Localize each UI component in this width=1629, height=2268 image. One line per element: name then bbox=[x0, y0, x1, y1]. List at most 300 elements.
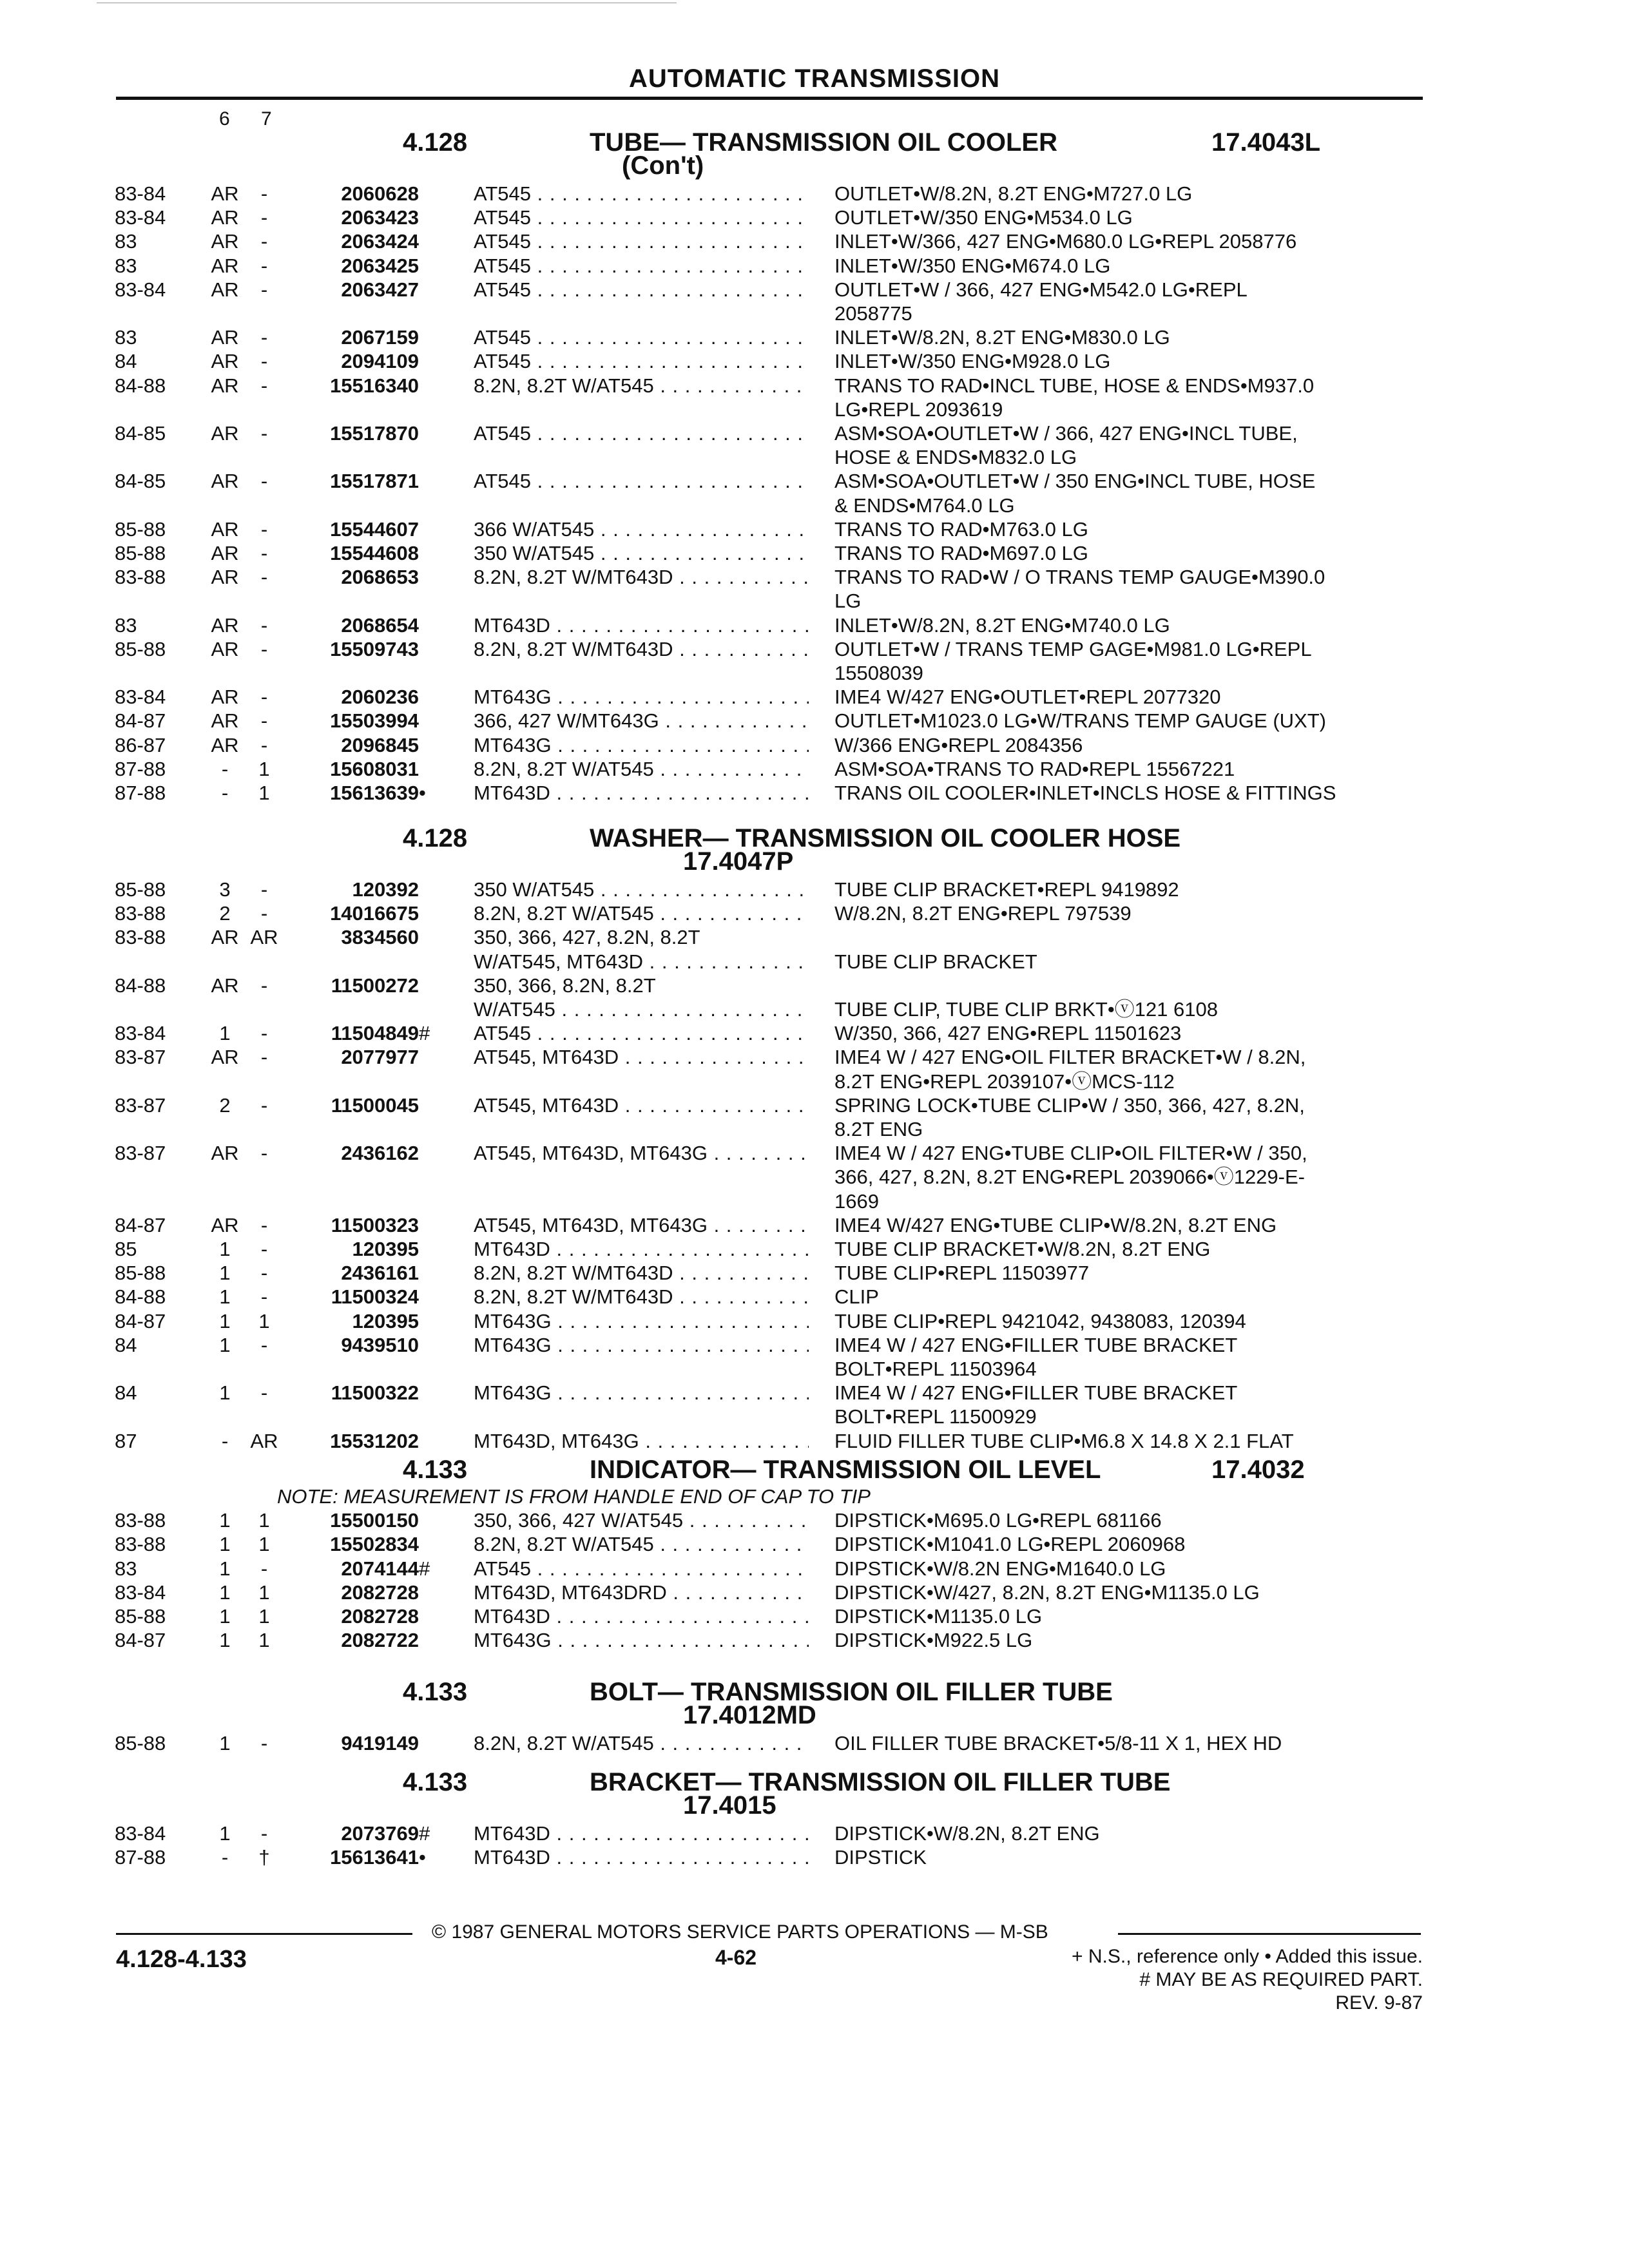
section-subtitle: 17.4015 bbox=[683, 1791, 776, 1820]
qty-col-6: AR bbox=[211, 1213, 239, 1236]
description: DIPSTICK•M1041.0 LG•REPL 2060968 bbox=[834, 1533, 1186, 1556]
model-years: 83-84 bbox=[115, 1822, 166, 1845]
model-years: 85-88 bbox=[115, 517, 166, 541]
part-number: 2082722 bbox=[341, 1629, 419, 1652]
model-years: 83-88 bbox=[115, 566, 166, 589]
qty-col-7: 1 bbox=[258, 1533, 270, 1556]
description: INLET•W/8.2N, 8.2T ENG•M830.0 LG bbox=[834, 326, 1170, 349]
part-number: 9419149 bbox=[341, 1732, 419, 1754]
qty-col-6: AR bbox=[211, 637, 239, 660]
section-note: NOTE: MEASUREMENT IS FROM HANDLE END OF CAP TO TIP bbox=[277, 1485, 871, 1508]
model-years: 83 bbox=[115, 254, 137, 277]
qty-col-7: AR bbox=[250, 1429, 278, 1452]
qty-col-7: - bbox=[260, 278, 268, 301]
qty-col-6: AR bbox=[211, 517, 239, 541]
description: BOLT•REPL 11503964 bbox=[834, 1357, 1037, 1380]
description: TRANS TO RAD•W / O TRANS TEMP GAUGE•M390.0 bbox=[834, 566, 1325, 589]
qty-col-7: - bbox=[260, 542, 268, 564]
qty-col-6: 1 bbox=[219, 1022, 231, 1045]
qty-col-7: - bbox=[260, 326, 268, 349]
application: MT643D . . . bbox=[474, 1823, 809, 1845]
application: 350, 366, 427, 8.2N, 8.2T bbox=[474, 927, 700, 949]
description: TUBE CLIP•REPL 11503977 bbox=[834, 1262, 1090, 1285]
application: MT643G . . . bbox=[474, 735, 809, 756]
qty-col-6: AR bbox=[211, 1142, 239, 1165]
part-number: 15544608 bbox=[330, 542, 419, 564]
part-number: 11500272 bbox=[331, 974, 419, 997]
part-number: 15613639 bbox=[330, 782, 419, 804]
qty-col-7: - bbox=[260, 422, 268, 445]
application: 8.2N, 8.2T W/MT643D . . . bbox=[474, 1286, 809, 1308]
description: INLET•W/366, 427 ENG•M680.0 LG•REPL 2058776 bbox=[834, 230, 1297, 253]
part-number: 14016675 bbox=[330, 902, 419, 925]
description: DIPSTICK•W/427, 8.2N, 8.2T ENG•M1135.0 LG bbox=[834, 1581, 1260, 1604]
description: DIPSTICK•W/8.2N ENG•M1640.0 LG bbox=[834, 1557, 1166, 1580]
model-years: 83-84 bbox=[115, 1581, 166, 1604]
qty-col-7: - bbox=[260, 350, 268, 373]
section-name: WASHER— TRANSMISSION OIL COOLER HOSE bbox=[590, 824, 1181, 852]
description: 2058775 bbox=[834, 302, 912, 325]
description: LG•REPL 2093619 bbox=[834, 398, 1003, 421]
footer-copyright: © 1987 GENERAL MOTORS SERVICE PARTS OPERATIONS — M-SB bbox=[432, 1921, 1048, 1943]
qty-col-7: 1 bbox=[258, 1581, 270, 1604]
description: DIPSTICK•W/8.2N, 8.2T ENG bbox=[834, 1822, 1100, 1845]
qty-col-7: - bbox=[260, 974, 268, 997]
qty-col-7: 1 bbox=[258, 1309, 270, 1332]
qty-col-7: - bbox=[260, 1822, 268, 1845]
model-years: 87 bbox=[115, 1429, 137, 1452]
model-years: 83-88 bbox=[115, 902, 166, 925]
qty-col-6: AR bbox=[211, 230, 239, 253]
part-number: 15613641 bbox=[330, 1846, 419, 1869]
model-years: 85-88 bbox=[115, 1605, 166, 1628]
model-years: 83-84 bbox=[115, 686, 166, 709]
part-mark: # bbox=[419, 1822, 430, 1845]
application: MT643G . . . bbox=[474, 1334, 809, 1356]
part-number: 2067159 bbox=[341, 326, 419, 349]
description: DIPSTICK bbox=[834, 1846, 927, 1869]
qty-col-7: - bbox=[260, 517, 268, 541]
application: MT643G . . . bbox=[474, 1311, 809, 1332]
description: 8.2T ENG bbox=[834, 1117, 923, 1140]
part-number: 15544607 bbox=[330, 517, 419, 541]
section-name: BRACKET— TRANSMISSION OIL FILLER TUBE bbox=[590, 1768, 1171, 1796]
application: AT545, MT643D . . . bbox=[474, 1095, 809, 1117]
qty-col-6: 1 bbox=[219, 1629, 231, 1652]
model-years: 84-87 bbox=[115, 1213, 166, 1236]
qty-col-7: - bbox=[260, 1285, 268, 1309]
application: MT643D . . . bbox=[474, 782, 809, 804]
description: OUTLET•M1023.0 LG•W/TRANS TEMP GAUGE (UXT) bbox=[834, 709, 1326, 733]
description: IME4 W / 427 ENG•TUBE CLIP•OIL FILTER•W / 350, bbox=[834, 1142, 1307, 1165]
description: OUTLET•W/350 ENG•M534.0 LG bbox=[834, 206, 1133, 229]
description: OUTLET•W / TRANS TEMP GAGE•M981.0 LG•REPL bbox=[834, 637, 1312, 660]
footer-page-number: 4-62 bbox=[715, 1946, 757, 1969]
part-number: 11500322 bbox=[331, 1381, 419, 1405]
qty-col-6: - bbox=[221, 757, 229, 780]
application: AT545 . . . bbox=[474, 470, 809, 492]
model-years: 83-88 bbox=[115, 1509, 166, 1532]
footer-legend-ns: + N.S., reference only • Added this issue. bbox=[1072, 1946, 1423, 1967]
qty-col-7: - bbox=[260, 566, 268, 589]
application: MT643D, MT643G . . . bbox=[474, 1430, 809, 1452]
section-subtitle: 17.4047P bbox=[683, 847, 794, 876]
application: AT545 . . . bbox=[474, 183, 809, 205]
application: AT545 . . . bbox=[474, 1558, 809, 1580]
qty-col-6: 2 bbox=[219, 1093, 231, 1117]
description: ASM•SOA•TRANS TO RAD•REPL 15567221 bbox=[834, 757, 1235, 780]
page-title: AUTOMATIC TRANSMISSION bbox=[628, 64, 1001, 93]
application: AT545 . . . bbox=[474, 255, 809, 277]
model-years: 83-88 bbox=[115, 926, 166, 949]
qty-col-6: 1 bbox=[219, 1238, 231, 1260]
description: HOSE & ENDS•M832.0 LG bbox=[834, 446, 1077, 469]
qty-col-7: 1 bbox=[258, 782, 270, 804]
model-years: 83-84 bbox=[115, 278, 166, 301]
application: 8.2N, 8.2T W/AT545 . . . bbox=[474, 1733, 809, 1754]
qty-col-6: 2 bbox=[219, 902, 231, 925]
description: IME4 W/427 ENG•TUBE CLIP•W/8.2N, 8.2T ENG bbox=[834, 1213, 1277, 1236]
footer-rule-left bbox=[116, 1933, 412, 1935]
qty-col-6: AR bbox=[211, 278, 239, 301]
qty-col-6: 1 bbox=[219, 1533, 231, 1556]
qty-col-7: - bbox=[260, 254, 268, 277]
application: MT643D . . . bbox=[474, 1238, 809, 1260]
description: OUTLET•W / 366, 427 ENG•M542.0 LG•REPL bbox=[834, 278, 1248, 301]
model-years: 83 bbox=[115, 230, 137, 253]
description: 1669 bbox=[834, 1189, 879, 1213]
application: W/AT545 . . . bbox=[474, 999, 809, 1021]
model-years: 85-88 bbox=[115, 1732, 166, 1754]
qty-col-7: - bbox=[260, 1093, 268, 1117]
description: 8.2T ENG•REPL 2039107•ⓥMCS-112 bbox=[834, 1070, 1175, 1093]
part-mark: # bbox=[419, 1557, 430, 1580]
description: DIPSTICK•M695.0 LG•REPL 681166 bbox=[834, 1509, 1162, 1532]
part-number: 120392 bbox=[352, 878, 419, 901]
section-name: INDICATOR— TRANSMISSION OIL LEVEL bbox=[590, 1456, 1101, 1484]
model-years: 87-88 bbox=[115, 1846, 166, 1869]
column-head-7: 7 bbox=[261, 108, 272, 130]
application: AT545, MT643D . . . bbox=[474, 1046, 809, 1068]
qty-col-7: - bbox=[260, 206, 268, 229]
description: ASM•SOA•OUTLET•W / 366, 427 ENG•INCL TUBE, bbox=[834, 422, 1298, 445]
application: 350 W/AT545 . . . bbox=[474, 879, 809, 901]
section-code: 17.4032 bbox=[1211, 1456, 1305, 1484]
application: AT545 . . . bbox=[474, 327, 809, 349]
qty-col-7: - bbox=[260, 709, 268, 733]
qty-col-7: - bbox=[260, 1022, 268, 1045]
application: 350, 366, 8.2N, 8.2T bbox=[474, 974, 656, 997]
part-number: 2082728 bbox=[341, 1605, 419, 1628]
application: AT545 . . . bbox=[474, 231, 809, 253]
part-number: 9439510 bbox=[341, 1333, 419, 1356]
description: TUBE CLIP BRACKET•REPL 9419892 bbox=[834, 878, 1179, 901]
section-subtitle: 17.4012MD bbox=[683, 1701, 816, 1729]
qty-col-6: AR bbox=[211, 709, 239, 733]
application: MT643D . . . bbox=[474, 615, 809, 637]
part-number: 2063423 bbox=[341, 206, 419, 229]
section-name: TUBE— TRANSMISSION OIL COOLER bbox=[590, 128, 1057, 157]
qty-col-7: - bbox=[260, 878, 268, 901]
part-number: 15509743 bbox=[330, 637, 419, 660]
qty-col-7: - bbox=[260, 1142, 268, 1165]
qty-col-7: - bbox=[260, 230, 268, 253]
footer-revision: REV. 9-87 bbox=[1335, 1992, 1423, 2013]
qty-col-6: AR bbox=[211, 206, 239, 229]
qty-col-7: - bbox=[260, 1046, 268, 1069]
application: 350, 366, 427 W/AT545 . . . bbox=[474, 1510, 809, 1532]
model-years: 83-84 bbox=[115, 182, 166, 205]
part-number: 2096845 bbox=[341, 733, 419, 756]
application: AT545 . . . bbox=[474, 279, 809, 301]
application: 8.2N, 8.2T W/AT545 . . . bbox=[474, 375, 809, 397]
qty-col-7: - bbox=[260, 1238, 268, 1260]
description: TUBE CLIP•REPL 9421042, 9438083, 120394 bbox=[834, 1309, 1246, 1332]
model-years: 83 bbox=[115, 326, 137, 349]
qty-col-6: AR bbox=[211, 686, 239, 709]
description: IME4 W / 427 ENG•OIL FILTER BRACKET•W / 8.2N, bbox=[834, 1046, 1306, 1069]
model-years: 84-87 bbox=[115, 1629, 166, 1652]
qty-col-7: - bbox=[260, 1381, 268, 1405]
qty-col-6: AR bbox=[211, 470, 239, 493]
application: 350 W/AT545 . . . bbox=[474, 543, 809, 564]
part-number: 15517870 bbox=[330, 422, 419, 445]
model-years: 85-88 bbox=[115, 542, 166, 564]
qty-col-6: AR bbox=[211, 374, 239, 397]
model-years: 83 bbox=[115, 1557, 137, 1580]
qty-col-6: 1 bbox=[219, 1557, 231, 1580]
model-years: 85-88 bbox=[115, 1262, 166, 1285]
part-number: 3834560 bbox=[341, 926, 419, 949]
model-years: 87-88 bbox=[115, 757, 166, 780]
model-years: 85 bbox=[115, 1238, 137, 1260]
application: 8.2N, 8.2T W/MT643D . . . bbox=[474, 566, 809, 588]
part-number: 15608031 bbox=[330, 757, 419, 780]
column-head-6: 6 bbox=[219, 108, 230, 130]
model-years: 84-87 bbox=[115, 709, 166, 733]
part-number: 11500323 bbox=[331, 1213, 419, 1236]
description: TRANS OIL COOLER•INLET•INCLS HOSE & FITTINGS bbox=[834, 782, 1336, 804]
qty-col-7: - bbox=[260, 1213, 268, 1236]
model-years: 84 bbox=[115, 1381, 137, 1405]
qty-col-6: - bbox=[221, 782, 229, 804]
section-number: 4.133 bbox=[403, 1678, 468, 1706]
part-number: 2068654 bbox=[341, 613, 419, 637]
part-mark: • bbox=[419, 1846, 426, 1869]
part-number: 15517871 bbox=[330, 470, 419, 493]
qty-col-7: - bbox=[260, 902, 268, 925]
qty-col-7: - bbox=[260, 733, 268, 756]
description: TRANS TO RAD•INCL TUBE, HOSE & ENDS•M937.0 bbox=[834, 374, 1315, 397]
part-number: 11500324 bbox=[331, 1285, 419, 1309]
description: IME4 W / 427 ENG•FILLER TUBE BRACKET bbox=[834, 1381, 1238, 1405]
qty-col-6: AR bbox=[211, 566, 239, 589]
qty-col-6: 1 bbox=[219, 1381, 231, 1405]
qty-col-7: - bbox=[260, 1333, 268, 1356]
qty-col-7: 1 bbox=[258, 1509, 270, 1532]
section-number: 4.133 bbox=[403, 1768, 468, 1796]
application: 8.2N, 8.2T W/MT643D . . . bbox=[474, 1262, 809, 1284]
description: W/8.2N, 8.2T ENG•REPL 797539 bbox=[834, 902, 1132, 925]
model-years: 87-88 bbox=[115, 782, 166, 804]
part-number: 15503994 bbox=[330, 709, 419, 733]
part-number: 2077977 bbox=[341, 1046, 419, 1069]
qty-col-6: AR bbox=[211, 613, 239, 637]
qty-col-6: 1 bbox=[219, 1732, 231, 1754]
qty-col-6: AR bbox=[211, 350, 239, 373]
description: OIL FILLER TUBE BRACKET•5/8-11 X 1, HEX HD bbox=[834, 1732, 1282, 1754]
footer-rule-right bbox=[1118, 1933, 1421, 1935]
application: MT643D, MT643DRD . . . bbox=[474, 1582, 809, 1604]
description: & ENDS•M764.0 LG bbox=[834, 494, 1015, 517]
section-name: BOLT— TRANSMISSION OIL FILLER TUBE bbox=[590, 1678, 1113, 1706]
application: 366 W/AT545 . . . bbox=[474, 519, 809, 541]
part-number: 2082728 bbox=[341, 1581, 419, 1604]
qty-col-6: AR bbox=[211, 926, 239, 949]
qty-col-7: 1 bbox=[258, 1605, 270, 1628]
part-mark: # bbox=[419, 1022, 430, 1045]
application: W/AT545, MT643D . . . bbox=[474, 951, 809, 973]
part-number: 120395 bbox=[352, 1238, 419, 1260]
qty-col-7: - bbox=[260, 182, 268, 205]
qty-col-6: AR bbox=[211, 422, 239, 445]
model-years: 86-87 bbox=[115, 733, 166, 756]
model-years: 84-87 bbox=[115, 1309, 166, 1332]
model-years: 83-87 bbox=[115, 1142, 166, 1165]
qty-col-7: - bbox=[260, 1732, 268, 1754]
part-number: 2436162 bbox=[341, 1142, 419, 1165]
model-years: 84 bbox=[115, 1333, 137, 1356]
part-number: 2073769 bbox=[341, 1822, 419, 1845]
application: AT545 . . . bbox=[474, 351, 809, 372]
qty-col-6: 1 bbox=[219, 1309, 231, 1332]
model-years: 85-88 bbox=[115, 637, 166, 660]
part-number: 120395 bbox=[352, 1309, 419, 1332]
footer-section-range: 4.128-4.133 bbox=[116, 1946, 247, 1973]
part-number: 15516340 bbox=[330, 374, 419, 397]
application: AT545, MT643D, MT643G . . . bbox=[474, 1142, 809, 1164]
model-years: 84-88 bbox=[115, 974, 166, 997]
qty-col-7: - bbox=[260, 637, 268, 660]
application: 8.2N, 8.2T W/MT643D . . . bbox=[474, 639, 809, 660]
qty-col-6: - bbox=[221, 1846, 229, 1869]
part-number: 2063424 bbox=[341, 230, 419, 253]
part-number: 2060628 bbox=[341, 182, 419, 205]
model-years: 83-88 bbox=[115, 1533, 166, 1556]
section-number: 4.128 bbox=[403, 824, 468, 852]
application: AT545 . . . bbox=[474, 1023, 809, 1044]
qty-col-7: - bbox=[260, 1262, 268, 1285]
application: 8.2N, 8.2T W/AT545 . . . bbox=[474, 903, 809, 925]
application: 366, 427 W/MT643G . . . bbox=[474, 710, 809, 732]
model-years: 84-88 bbox=[115, 1285, 166, 1309]
qty-col-6: 1 bbox=[219, 1333, 231, 1356]
description: TUBE CLIP, TUBE CLIP BRKT•ⓥ121 6108 bbox=[834, 997, 1218, 1021]
description: TRANS TO RAD•M763.0 LG bbox=[834, 517, 1088, 541]
model-years: 83-84 bbox=[115, 1022, 166, 1045]
part-number: 2436161 bbox=[341, 1262, 419, 1285]
qty-col-7: 1 bbox=[258, 1629, 270, 1652]
model-years: 83 bbox=[115, 613, 137, 637]
description: TRANS TO RAD•M697.0 LG bbox=[834, 542, 1088, 564]
description: BOLT•REPL 11500929 bbox=[834, 1405, 1037, 1428]
qty-col-6: 1 bbox=[219, 1822, 231, 1845]
part-number: 15502834 bbox=[330, 1533, 419, 1556]
section-number: 4.133 bbox=[403, 1456, 468, 1484]
qty-col-7: - bbox=[260, 1557, 268, 1580]
part-number: 2094109 bbox=[341, 350, 419, 373]
description: 15508039 bbox=[834, 661, 923, 684]
part-number: 2063427 bbox=[341, 278, 419, 301]
qty-col-6: 1 bbox=[219, 1581, 231, 1604]
description: 366, 427, 8.2N, 8.2T ENG•REPL 2039066•ⓥ1229-E- bbox=[834, 1166, 1305, 1189]
description: FLUID FILLER TUBE CLIP•M6.8 X 14.8 X 2.1 FLAT bbox=[834, 1429, 1294, 1452]
qty-col-6: AR bbox=[211, 182, 239, 205]
model-years: 84-85 bbox=[115, 470, 166, 493]
description: TUBE CLIP BRACKET•W/8.2N, 8.2T ENG bbox=[834, 1238, 1211, 1260]
qty-col-6: 1 bbox=[219, 1262, 231, 1285]
part-number: 11500045 bbox=[331, 1093, 419, 1117]
part-number: 2060236 bbox=[341, 686, 419, 709]
qty-col-7: - bbox=[260, 374, 268, 397]
application: AT545 . . . bbox=[474, 423, 809, 445]
qty-col-6: 1 bbox=[219, 1605, 231, 1628]
section-subtitle: (Con't) bbox=[622, 151, 704, 180]
qty-col-6: 1 bbox=[219, 1285, 231, 1309]
part-number: 15531202 bbox=[330, 1429, 419, 1452]
description: W/366 ENG•REPL 2084356 bbox=[834, 733, 1083, 756]
footer-legend-as-required: # MAY BE AS REQUIRED PART. bbox=[1139, 1969, 1423, 1990]
application: 8.2N, 8.2T W/AT545 . . . bbox=[474, 1533, 809, 1555]
qty-col-6: 1 bbox=[219, 1509, 231, 1532]
description: IME4 W / 427 ENG•FILLER TUBE BRACKET bbox=[834, 1333, 1238, 1356]
qty-col-6: - bbox=[221, 1429, 229, 1452]
part-number: 2074144 bbox=[341, 1557, 419, 1580]
qty-col-7: 1 bbox=[258, 757, 270, 780]
description: SPRING LOCK•TUBE CLIP•W / 350, 366, 427, 8.2N, bbox=[834, 1093, 1305, 1117]
qty-col-6: AR bbox=[211, 326, 239, 349]
part-number: 11504849 bbox=[331, 1022, 419, 1045]
qty-col-7: - bbox=[260, 613, 268, 637]
model-years: 83-87 bbox=[115, 1046, 166, 1069]
model-years: 83-87 bbox=[115, 1093, 166, 1117]
qty-col-6: AR bbox=[211, 974, 239, 997]
qty-col-6: 3 bbox=[219, 878, 231, 901]
description: W/350, 366, 427 ENG•REPL 11501623 bbox=[834, 1022, 1182, 1045]
description: ASM•SOA•OUTLET•W / 350 ENG•INCL TUBE, HOSE bbox=[834, 470, 1316, 493]
description: DIPSTICK•M922.5 LG bbox=[834, 1629, 1033, 1652]
description: TUBE CLIP BRACKET bbox=[834, 950, 1037, 973]
qty-col-7: † bbox=[258, 1846, 270, 1869]
application: MT643G . . . bbox=[474, 686, 809, 708]
qty-col-7: - bbox=[260, 686, 268, 709]
description: IME4 W/427 ENG•OUTLET•REPL 2077320 bbox=[834, 686, 1221, 709]
qty-col-7: - bbox=[260, 470, 268, 493]
description: LG bbox=[834, 590, 862, 613]
qty-col-6: AR bbox=[211, 542, 239, 564]
part-mark: • bbox=[419, 782, 426, 804]
description: OUTLET•W/8.2N, 8.2T ENG•M727.0 LG bbox=[834, 182, 1193, 205]
description: DIPSTICK•M1135.0 LG bbox=[834, 1605, 1043, 1628]
application: MT643G . . . bbox=[474, 1629, 809, 1651]
description: CLIP bbox=[834, 1285, 879, 1309]
model-years: 84-88 bbox=[115, 374, 166, 397]
model-years: 83-84 bbox=[115, 206, 166, 229]
application: 8.2N, 8.2T W/AT545 . . . bbox=[474, 758, 809, 780]
qty-col-6: AR bbox=[211, 1046, 239, 1069]
model-years: 84-85 bbox=[115, 422, 166, 445]
description: INLET•W/350 ENG•M928.0 LG bbox=[834, 350, 1111, 373]
